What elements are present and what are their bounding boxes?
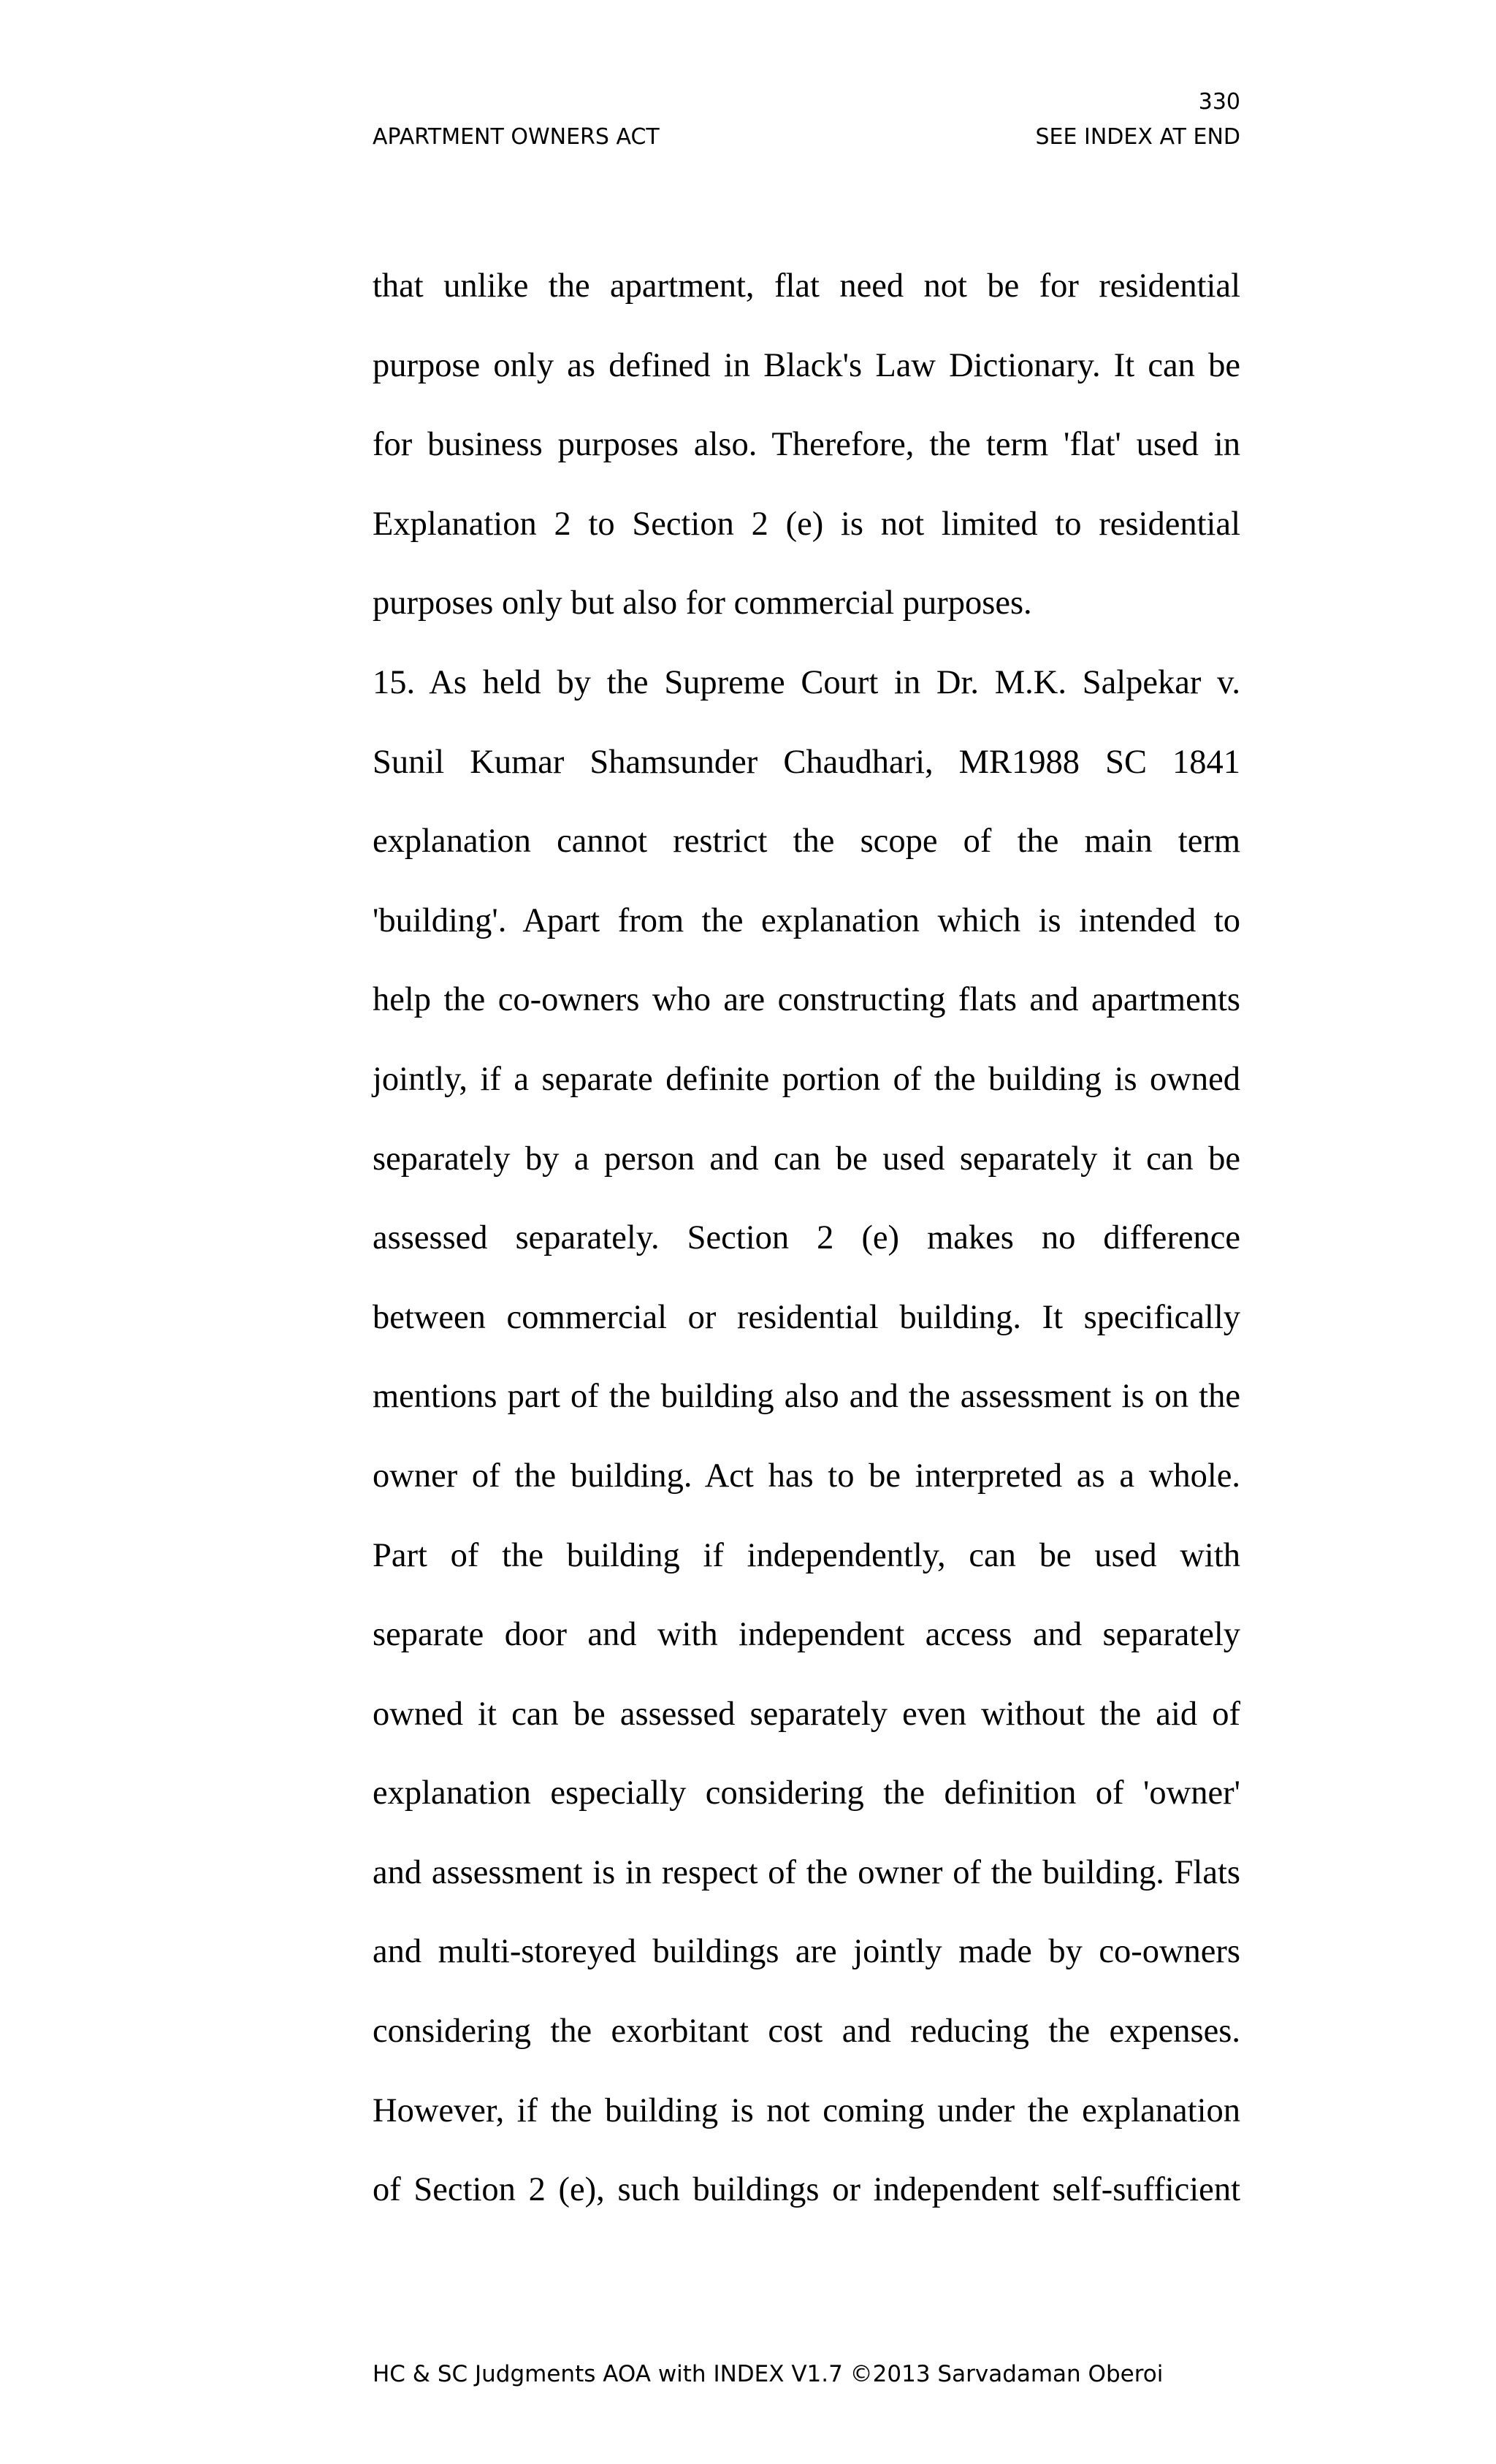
text-line: purpose only as defined in Black's Law Dictionary. It can be	[373, 346, 1240, 384]
text-line: mentions part of the building also and the assessment is on the	[373, 1378, 1240, 1416]
text-line: explanation especially considering the definition of 'owner'	[373, 1774, 1240, 1812]
text-line: that unlike the apartment, flat need not be for residential	[373, 267, 1240, 305]
text-line: 'building'. Apart from the explanation which is intended to	[373, 901, 1240, 939]
running-header-title: APARTMENT OWNERS ACT	[373, 124, 660, 150]
body-text	[373, 247, 1240, 2230]
footer-copyright: HC & SC Judgments AOA with INDEX V1.7 ©2013 Sarvadaman Oberoi	[373, 2361, 1164, 2387]
text-line: assessed separately. Section 2 (e) makes no difference	[373, 1219, 1240, 1257]
text-line: between commercial or residential building. It specifically	[373, 1298, 1240, 1336]
text-line: Explanation 2 to Section 2 (e) is not limited to residential	[373, 505, 1240, 543]
text-line: explanation cannot restrict the scope of the main term	[373, 823, 1240, 861]
text-line: purposes only but also for commercial purposes.	[373, 584, 1032, 622]
text-line: owner of the building. Act has to be interpreted as a whole.	[373, 1457, 1240, 1495]
text-line: 15. As held by the Supreme Court in Dr. M.K. Salpekar v.	[373, 663, 1240, 701]
text-line: However, if the building is not coming under the explanation	[373, 2091, 1240, 2129]
text-line: help the co-owners who are constructing flats and apartments	[373, 981, 1240, 1019]
page-number: 330	[1198, 89, 1240, 115]
text-line: of Section 2 (e), such buildings or independent self-sufficient	[373, 2171, 1240, 2209]
text-line: for business purposes also. Therefore, the term 'flat' used in	[373, 426, 1240, 464]
text-line: owned it can be assessed separately even without the aid of	[373, 1695, 1240, 1733]
running-header-index-note: SEE INDEX AT END	[1035, 124, 1240, 150]
text-line: Part of the building if independently, can be used with	[373, 1536, 1240, 1574]
text-line: separately by a person and can be used separately it can be	[373, 1140, 1240, 1178]
text-line: separate door and with independent access and separately	[373, 1616, 1240, 1654]
text-line: Sunil Kumar Shamsunder Chaudhari, MR1988 SC 1841	[373, 743, 1240, 781]
text-line: jointly, if a separate definite portion of the building is owned	[373, 1060, 1240, 1098]
text-line: and assessment is in respect of the owner of the building. Flats	[373, 1853, 1240, 1891]
text-line: and multi-storeyed buildings are jointly made by co-owners	[373, 1933, 1240, 1971]
text-line: considering the exorbitant cost and reducing the expenses.	[373, 2013, 1240, 2051]
